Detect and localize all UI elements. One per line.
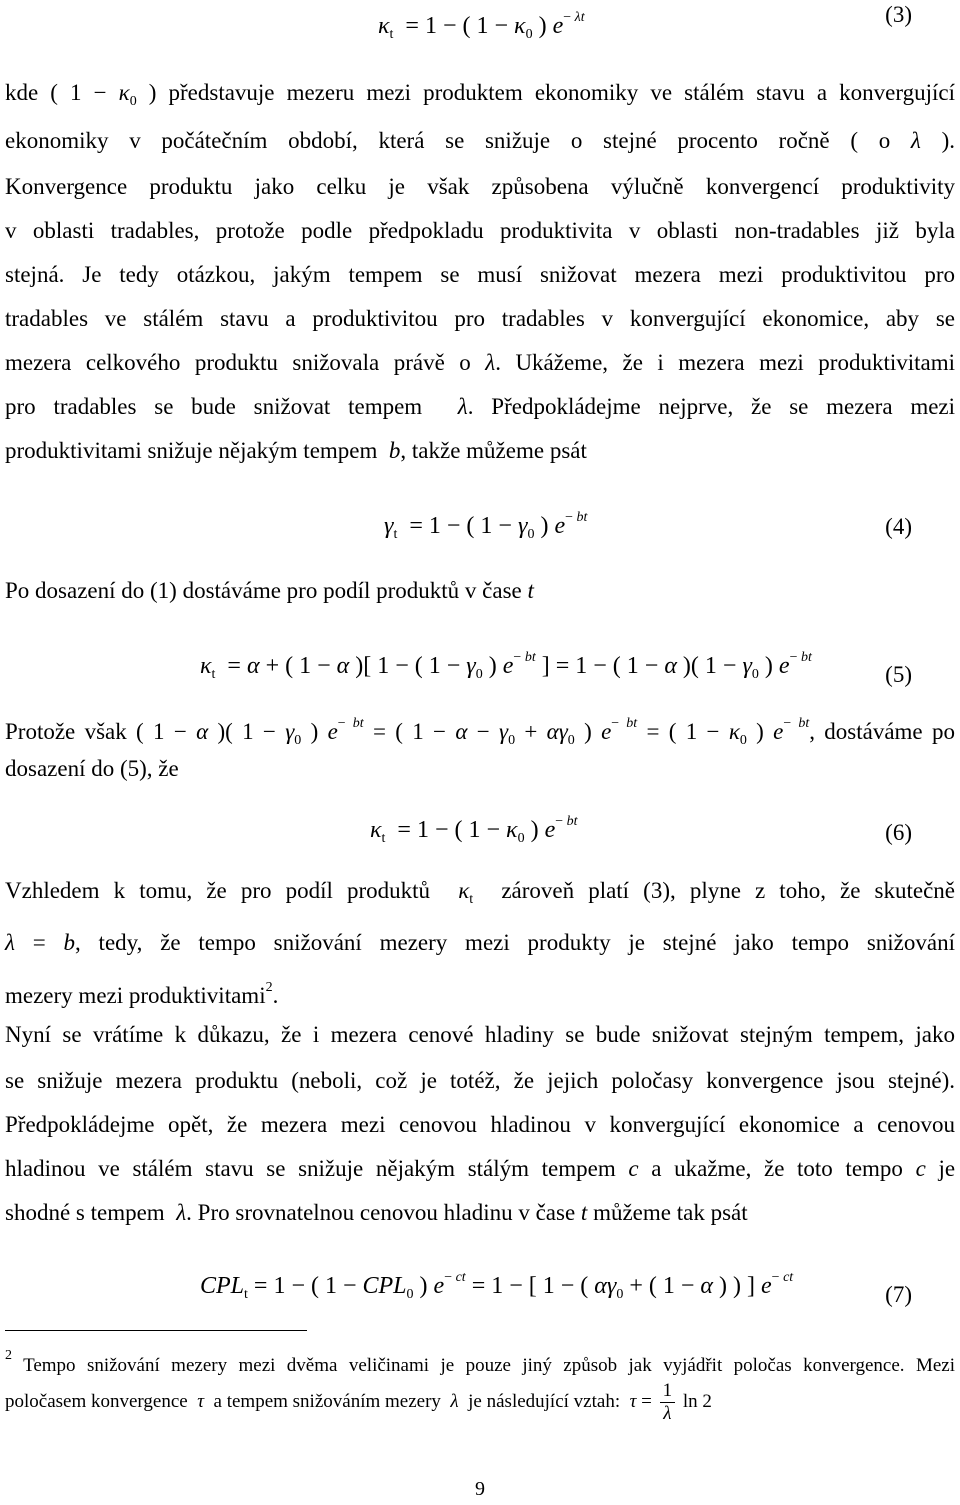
paragraph-4-line-3: mezery mezi produktivitami$^2$.	[5, 980, 279, 1008]
equation-6: $\kappa_t = 1$ − ( $1 - \kappa_0$ ) $e^{- bt}$	[370, 814, 578, 846]
equation-3: $\kappa_t = 1$ − ( $1 - \kappa_0$ ) $e^{- \lambda t}$	[378, 10, 585, 42]
paragraph-1-line-9: produktivitami snižuje nějakým tempem b, takže můžeme psát	[5, 438, 587, 463]
paragraph-5-line-4: hladinou ve stálém stavu se snižuje nějakým stálým tempem c a ukažme, že toto tempo c je	[5, 1156, 956, 1181]
page-number: 9	[475, 1478, 485, 1500]
paragraph-1-line-7: mezera celkového produktu snižovala právě o λ. Ukážeme, že i mezera mezi produktivitami	[5, 350, 956, 375]
paragraph-3-line-1: Protože však ( 1 − α )( $1 - \gamma_0$ ) $e^{- bt}$ = ( $1 - \alpha - \gamma_0 + \alpha\gamma_0$ ) $e^{- bt}$ = ( $1 - \kappa_0$ ) $e^{- bt}$, dostáváme po	[5, 716, 955, 748]
paragraph-1-line-5: stejná. Je tedy otázkou, jakým tempem se musí snižovat mezera mezi produktivitou pro	[5, 262, 955, 287]
paragraph-1-line-8: pro tradables se bude snižovat tempem λ. Předpokládejme nejprve, že se mezera mezi	[5, 394, 956, 419]
equation-7: $CPL_t = 1$ − ( $1 - CPL_0$ ) $e^{- ct} = 1$ − [ 1 − ( $\alpha\gamma_0$ + ( 1 − α ) ) ] $e^{- ct}$	[200, 1270, 794, 1302]
footnote-fraction: $\frac{1}{\lambda}$	[660, 1380, 676, 1425]
paragraph-1-line-4: v oblasti tradables, protože podle předpokladu produktivita v oblasti non-tradables již byla	[5, 218, 955, 243]
paragraph-1-line-1: kde ( $1 - \kappa_0$ ) představuje mezeru mezi produktem ekonomiky ve stálém stavu a konvergující	[5, 80, 955, 109]
footnote-line-1: $^2$ Tempo snižování mezery mezi dvěma veličinami je pouze jiný způsob jak vyjádřit poločas konvergence. Mezi	[5, 1348, 955, 1376]
paragraph-4-line-2: λ = b, tedy, že tempo snižování mezery mezi produkty je stejné jako tempo snižování	[5, 930, 955, 955]
paragraph-3-line-2: dosazení do (5), že	[5, 756, 179, 781]
equation-5-number: (5)	[885, 662, 912, 687]
equation-5: $\kappa_t = \alpha$ + ( 1 − α )[ 1 − ( $1 - \gamma_0$ ) $e^{- bt}$ ] = 1 − ( 1 − α )( $1 - \gamma_0$ ) $e^{- bt}$	[200, 650, 812, 682]
equation-4-number: (4)	[885, 514, 912, 539]
paragraph-4-line-1: Vzhledem k tomu, že pro podíl produktů $\kappa_t$ zároveň platí (3), plyne z toho, že skutečně	[5, 878, 956, 907]
paragraph-1-line-6: tradables ve stálém stavu a produktivitou pro tradables v konvergující ekonomice, aby se	[5, 306, 955, 331]
paragraph-1-line-2: ekonomiky v počátečním období, která se snižuje o stejné procento ročně ( o λ ).	[5, 128, 955, 153]
equation-3-number: (3)	[885, 2, 912, 27]
equation-6-number: (6)	[885, 820, 912, 845]
paragraph-5-line-5: shodné s tempem λ. Pro srovnatelnou cenovou hladinu v čase t můžeme tak psát	[5, 1200, 748, 1225]
footnote-line-2: poločasem konvergence τ a tempem snižováním mezery λ je následující vztah: τ = $\frac{1}{\lambda}$ ln 2	[5, 1380, 712, 1424]
equation-7-number: (7)	[885, 1282, 912, 1307]
paragraph-5-line-2: se snižuje mezera produktu (neboli, což je totéž, že jejich poločasy konvergence jsou stejné).	[5, 1068, 955, 1093]
paragraph-5-line-3: Předpokládejme opět, že mezera mezi cenovou hladinou v konvergující ekonomice a cenovou	[5, 1112, 955, 1137]
paragraph-2: Po dosazení do (1) dostáváme pro podíl produktů v čase t	[5, 578, 534, 603]
equation-4: $\gamma_t = 1$ − ( $1 - \gamma_0$ ) $e^{- bt}$	[384, 510, 588, 542]
footnote-separator	[5, 1330, 307, 1331]
paragraph-1-line-3: Konvergence produktu jako celku je však způsobena výlučně konvergencí produktivity	[5, 174, 955, 199]
paragraph-5-line-1: Nyní se vrátíme k důkazu, že i mezera cenové hladiny se bude snižovat stejným tempem, jako	[5, 1022, 955, 1047]
